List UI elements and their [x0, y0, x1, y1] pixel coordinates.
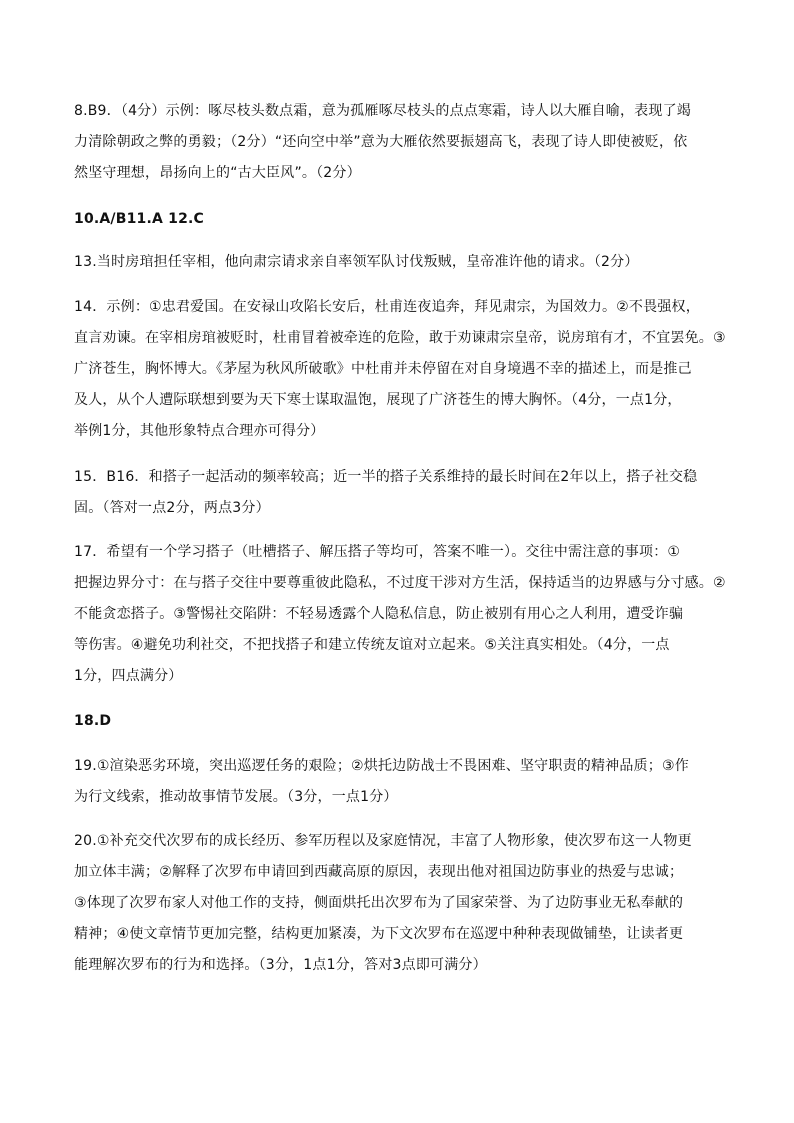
answer-text-line: 13.当时房琯担任宰相，他向肃宗请求亲自率领军队讨伐叛贼，皇帝准许他的请求。（2分） — [74, 254, 639, 270]
answer-text-line: 精神；④使文章情节更加完整，结构更加紧凑，为下文次罗布在巡逻中种种表现做铺垫，让读者更 — [74, 926, 684, 942]
answer-text-line: 固。（答对一点2分，两点3分） — [74, 500, 270, 516]
answer-text-line: 等伤害。④避免功利社交，不把找搭子和建立传统友谊对立起来。⑤关注真实相处。（4分，一点 — [74, 637, 670, 653]
answer-text-line: 8.B9．（4分）示例：啄尽枝头数点霜，意为孤雁啄尽枝头的点点寒霜，诗人以大雁自喻，表现了竭 — [74, 103, 691, 119]
answer-text-line: 10.A/B11.A 12.C — [74, 211, 205, 227]
answer-text-line: 直言劝谏。在宰相房琯被贬时，杜甫冒着被牵连的危险，敢于劝谏肃宗皇帝，说房琯有才，不宜罢免。③ — [74, 330, 726, 346]
answer-text-line: 然坚守理想，昂扬向上的“古大臣风”。（2分） — [74, 165, 361, 181]
answer-text-line: 能理解次罗布的行为和选择。（3分，1点1分，答对3点即可满分） — [74, 957, 487, 973]
answer-q17 — [74, 537, 734, 692]
answer-text-line: 为行文线索，推动故事情节发展。（3分，一点1分） — [74, 789, 398, 805]
answer-text-line: 15．B16．和搭子一起活动的频率较高；近一半的搭子关系维持的最长时间在2年以上，搭子社交稳 — [74, 469, 698, 485]
answer-text-line: ③体现了次罗布家人对他工作的支持，侧面烘托出次罗布为了国家荣誉、为了边防事业无私奉献的 — [74, 895, 684, 911]
answer-q10-12 — [74, 204, 734, 235]
answer-text-line: 20.①补充交代次罗布的成长经历、参军历程以及家庭情况，丰富了人物形象，使次罗布这一人物更 — [74, 833, 692, 849]
answer-q15-16 — [74, 462, 734, 524]
answer-text-line: 加立体丰满；②解释了次罗布申请回到西藏高原的原因，表现出他对祖国边防事业的热爱与忠诚； — [74, 864, 684, 880]
answer-q20 — [74, 826, 734, 981]
answer-text-line: 19.①渲染恶劣环境，突出巡逻任务的艰险；②烘托边防战士不畏困难、坚守职责的精神品质；③作 — [74, 758, 689, 774]
answer-text-line: 广济苍生，胸怀博大。《茅屋为秋风所破歌》中杜甫并未停留在对自身境遇不幸的描述上，而是推己 — [74, 361, 692, 377]
answer-text-line: 17．希望有一个学习搭子（吐槽搭子、解压搭子等均可，答案不唯一）。交往中需注意的事项：① — [74, 544, 681, 560]
answer-text-line: 不能贪恋搭子。③警惕社交陷阱：不轻易透露个人隐私信息，防止被别有用心之人利用，遭受诈骗 — [74, 606, 684, 622]
answer-q13 — [74, 247, 734, 278]
answer-text-line: 1分，四点满分） — [74, 668, 183, 684]
answer-q19 — [74, 751, 734, 813]
answer-q18 — [74, 706, 734, 737]
answer-text-line: 把握边界分寸：在与搭子交往中要尊重彼此隐私，不过度干涉对方生活，保持适当的边界感与分寸感。② — [74, 575, 726, 591]
answer-text-line: 18.D — [74, 713, 112, 729]
answer-text-line: 及人，从个人遭际联想到要为天下寒士谋取温饱，展现了广济苍生的博大胸怀。（4分，一点1分， — [74, 392, 682, 408]
answer-text-line: 14．示例：①忠君爱国。在安禄山攻陷长安后，杜甫连夜追奔，拜见肃宗，为国效力。②不畏强权， — [74, 299, 700, 315]
answer-q14 — [74, 292, 734, 447]
answer-q8-9 — [74, 96, 734, 189]
answer-text-line: 力清除朝政之弊的勇毅；（2分）“还向空中举”意为大雁依然要振翅高飞，表现了诗人即使被贬，依 — [74, 134, 688, 150]
answer-text-line: 举例1分，其他形象特点合理亦可得分） — [74, 423, 325, 439]
